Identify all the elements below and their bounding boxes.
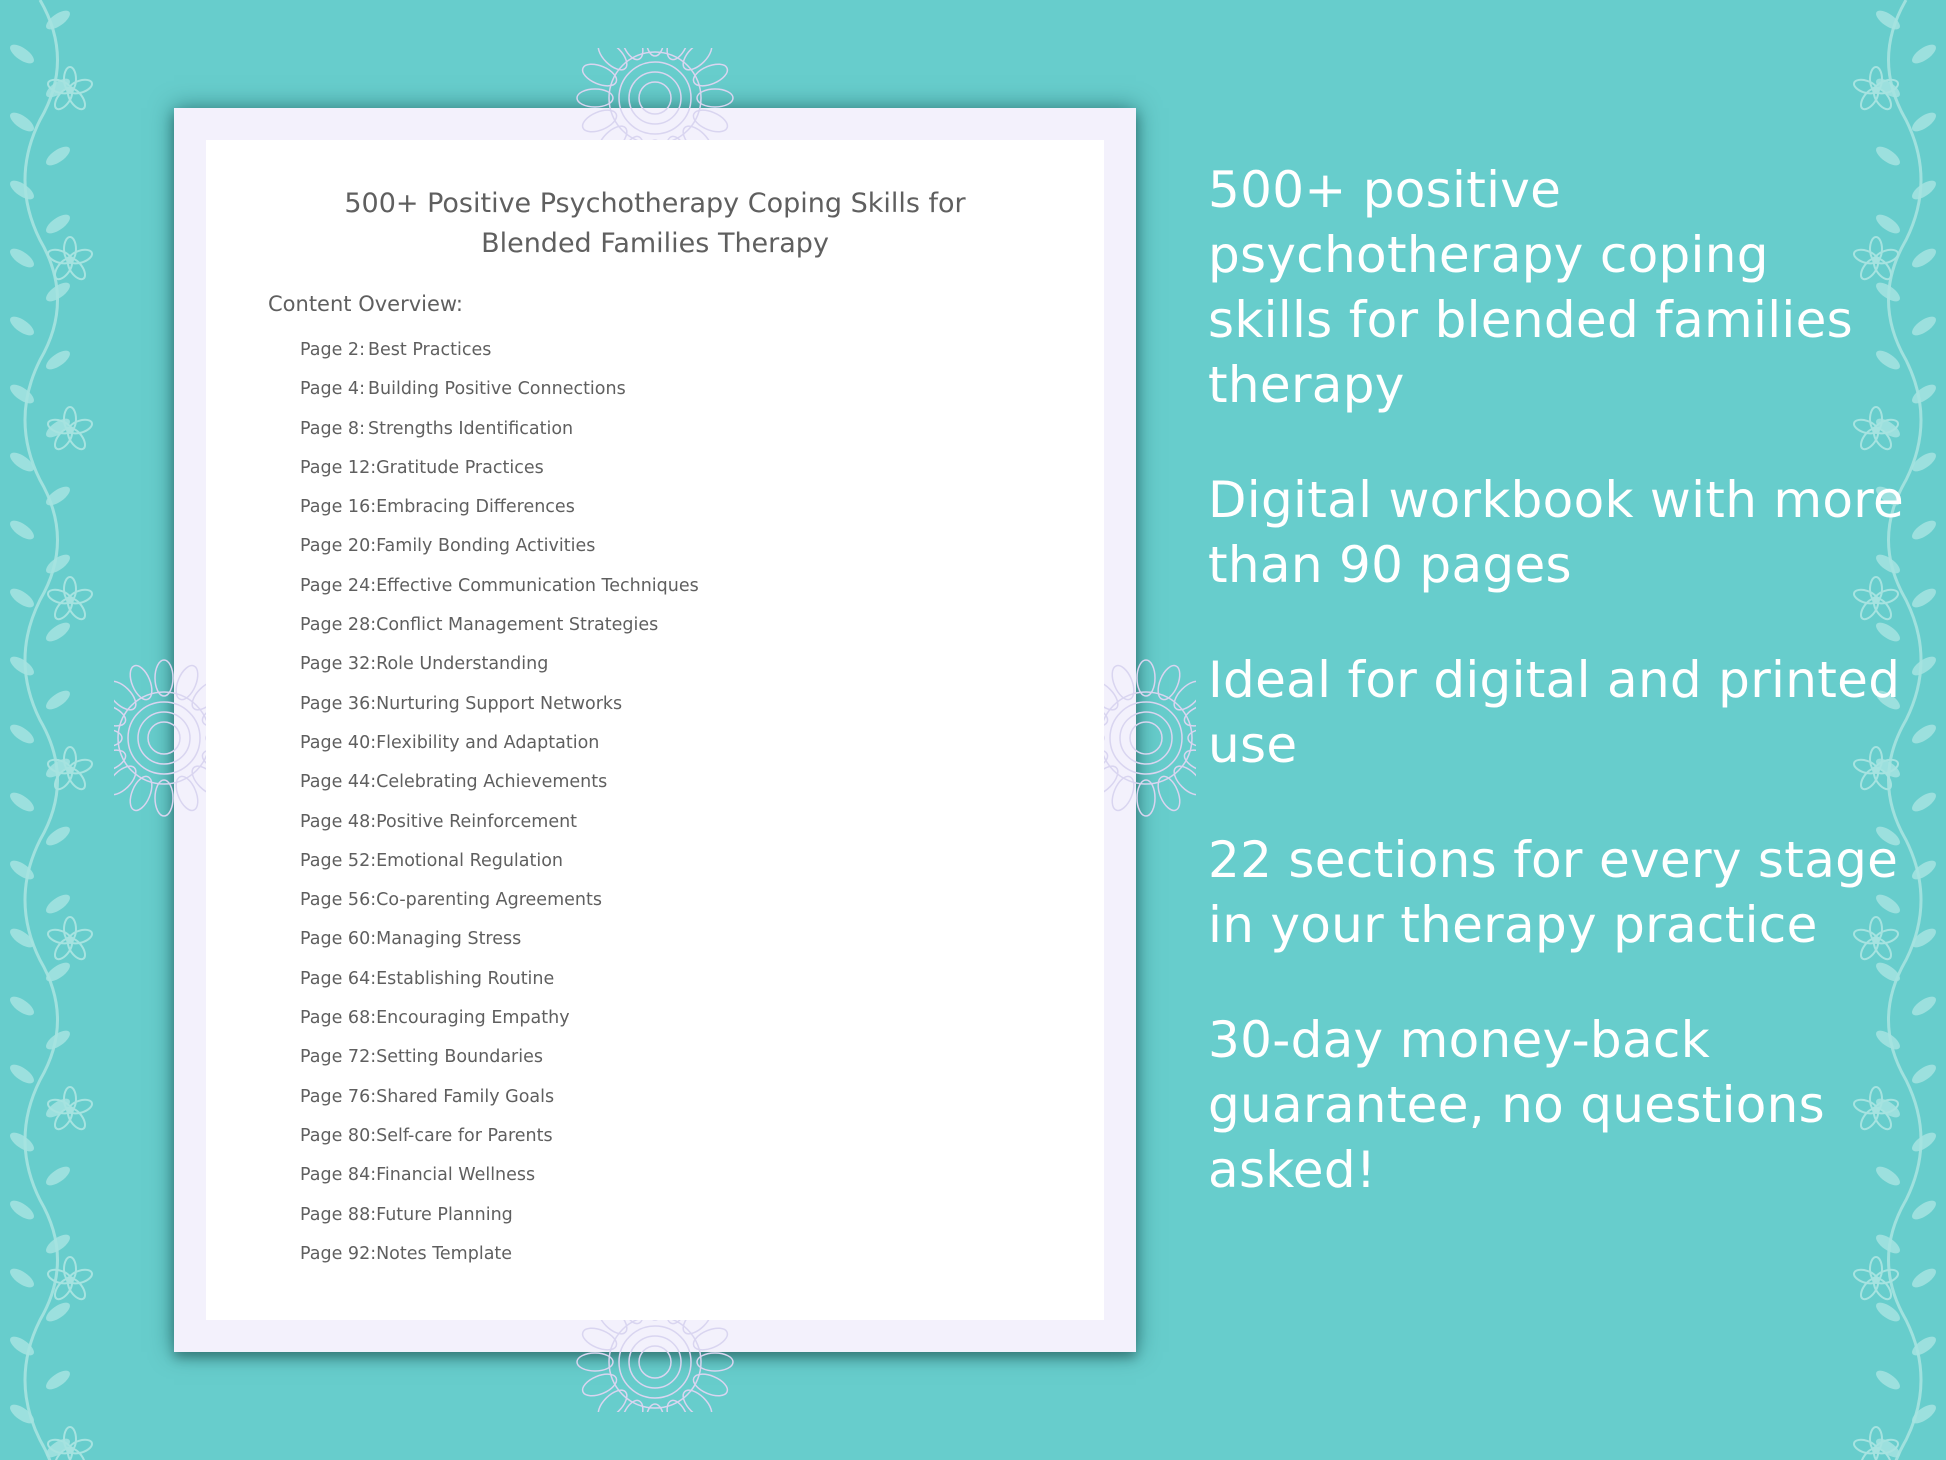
toc-section-title: Co-parenting Agreements	[376, 890, 602, 911]
toc-section-title: Managing Stress	[376, 929, 522, 950]
toc-page-number: Page 12:	[300, 457, 377, 478]
document-title-line-2: Blended Families Therapy	[481, 228, 829, 259]
mandala-ornament-top	[505, 48, 805, 148]
toc-section-title: Flexibility and Adaptation	[376, 732, 600, 753]
toc-section-title: Financial Wellness	[376, 1165, 536, 1186]
toc-entry	[300, 654, 699, 693]
document-title	[246, 184, 1064, 264]
toc-entry	[300, 1126, 699, 1165]
toc-page-number: Page 8:	[300, 418, 365, 439]
toc-section-title: Encouraging Empathy	[376, 1008, 570, 1029]
toc-entry	[300, 1244, 699, 1283]
toc-entry	[300, 379, 699, 418]
toc-page-number: Page 92:	[300, 1243, 377, 1264]
feature-list	[1208, 158, 1908, 1253]
table-of-contents	[300, 340, 699, 1283]
toc-section-title: Building Positive Connections	[368, 379, 626, 400]
toc-section-title: Future Planning	[376, 1204, 513, 1225]
toc-entry	[300, 929, 699, 968]
toc-entry	[300, 615, 699, 654]
toc-page-number: Page 64:	[300, 968, 377, 989]
toc-page-number: Page 48:	[300, 811, 377, 832]
toc-entry	[300, 497, 699, 536]
toc-page-number: Page 32:	[300, 654, 377, 675]
toc-section-title: Establishing Routine	[376, 968, 555, 989]
toc-page-number: Page 84:	[300, 1165, 377, 1186]
toc-page-number: Page 2:	[300, 340, 365, 360]
toc-page-number: Page 68:	[300, 1008, 377, 1029]
toc-page-number: Page 40:	[300, 732, 377, 753]
toc-entry	[300, 419, 699, 458]
feature-item: Digital workbook with more than 90 pages	[1208, 471, 1905, 594]
toc-page-number: Page 36:	[300, 693, 377, 714]
toc-section-title: Effective Communication Techniques	[376, 575, 699, 596]
toc-page-number: Page 52:	[300, 850, 377, 871]
toc-page-number: Page 88:	[300, 1204, 377, 1225]
feature-item: 30-day money-back guarantee, no questions asked!	[1208, 1011, 1826, 1199]
toc-page-number: Page 16:	[300, 497, 377, 518]
toc-entry	[300, 458, 699, 497]
feature-item: Ideal for digital and printed use	[1208, 651, 1901, 774]
mandala-ornament-right	[1096, 588, 1196, 888]
toc-section-title: Celebrating Achievements	[376, 772, 608, 793]
toc-entry	[300, 1205, 699, 1244]
toc-page-number: Page 28:	[300, 615, 377, 636]
toc-section-title: Setting Boundaries	[376, 1047, 543, 1068]
toc-section-title: Embracing Differences	[376, 497, 575, 518]
toc-section-title: Self-care for Parents	[376, 1125, 553, 1146]
toc-page-number: Page 72:	[300, 1047, 377, 1068]
document-title-line-1: 500+ Positive Psychotherapy Coping Skills for	[344, 188, 966, 219]
toc-section-title: Notes Template	[376, 1243, 513, 1264]
toc-section-title: Family Bonding Activities	[376, 536, 596, 557]
toc-entry	[300, 1008, 699, 1047]
toc-page-number: Page 56:	[300, 890, 377, 911]
toc-entry	[300, 536, 699, 575]
toc-section-title: Shared Family Goals	[376, 1086, 555, 1107]
toc-section-title: Best Practices	[368, 340, 492, 360]
floral-vine-left	[0, 0, 130, 1460]
toc-entry	[300, 772, 699, 811]
toc-section-title: Emotional Regulation	[376, 850, 564, 871]
toc-page-number: Page 24:	[300, 575, 377, 596]
toc-page-number: Page 44:	[300, 772, 377, 793]
toc-entry	[300, 1047, 699, 1086]
toc-section-title: Conflict Management Strategies	[376, 615, 659, 636]
feature-item: 500+ positive psychotherapy coping skills for blended families therapy	[1208, 161, 1854, 414]
toc-section-title: Gratitude Practices	[376, 457, 544, 478]
mandala-ornament-bottom	[505, 1312, 805, 1412]
content-overview-label: Content Overview:	[268, 292, 463, 316]
toc-entry	[300, 1087, 699, 1126]
toc-entry	[300, 1165, 699, 1204]
document-page	[206, 140, 1104, 1320]
toc-entry	[300, 812, 699, 851]
toc-section-title: Strengths Identification	[368, 418, 574, 439]
mandala-ornament-left	[114, 588, 214, 888]
toc-entry	[300, 969, 699, 1008]
toc-section-title: Nurturing Support Networks	[376, 693, 623, 714]
document-preview	[174, 108, 1136, 1352]
toc-entry	[300, 890, 699, 929]
toc-page-number: Page 60:	[300, 929, 377, 950]
toc-page-number: Page 80:	[300, 1125, 377, 1146]
toc-entry	[300, 576, 699, 615]
toc-page-number: Page 76:	[300, 1086, 377, 1107]
toc-entry	[300, 733, 699, 772]
toc-page-number: Page 20:	[300, 536, 377, 557]
toc-page-number: Page 4:	[300, 379, 365, 400]
toc-section-title: Positive Reinforcement	[376, 811, 578, 832]
toc-section-title: Role Understanding	[376, 654, 549, 675]
toc-entry	[300, 694, 699, 733]
toc-entry	[300, 340, 699, 379]
feature-item: 22 sections for every stage in your therapy practice	[1208, 831, 1899, 954]
toc-entry	[300, 851, 699, 890]
